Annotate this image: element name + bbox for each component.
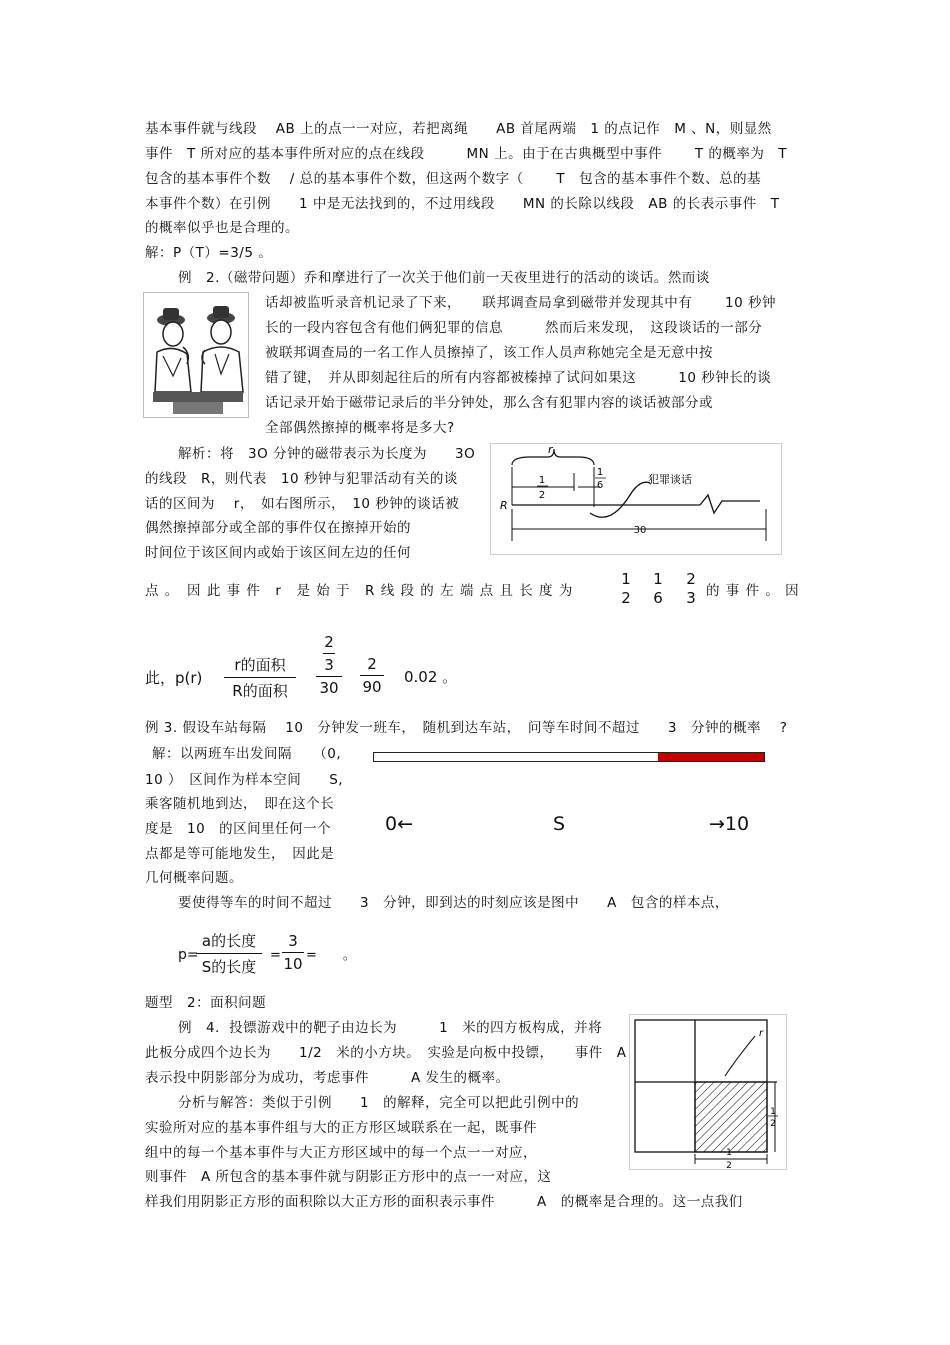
- interval-bar: [373, 752, 765, 762]
- ex4-line-2: 此板分成四个边长为 1/2 米的小方块。 实验是向板中投镖， 事件 A: [145, 1045, 627, 1061]
- r-label: r: [548, 443, 553, 456]
- analysis-line-1: 解析：将 3O 分钟的磁带表示为长度为 3O: [178, 446, 476, 462]
- fraction-two-thirds: [683, 570, 699, 608]
- side-half-den: 2: [770, 1119, 776, 1129]
- point-line-a: 点 。 因 此 事 件 r 是 始 于 R 线 段 的 左 端 点 且 长 度 为: [145, 583, 574, 599]
- p-label: p=: [178, 947, 199, 963]
- ex4-line-4: 分析与解答：类似于引例 1 的解释，完全可以把此引例中的: [178, 1095, 580, 1111]
- ex2-line-6: 全部偶然擦掉的概率将是多大?: [265, 420, 455, 436]
- fraction-half-num: 1: [621, 570, 631, 588]
- ex3-left-6: 几何概率问题。: [145, 870, 243, 886]
- tape-30: 30: [633, 525, 647, 536]
- crime-label: 犯罪谈话: [648, 473, 692, 486]
- ex4-line-1: 例 4．投镖游戏中的靶子由边长为 1 米的四方板构成，并将: [178, 1020, 603, 1036]
- ex2-title: 例 2.（磁带问题）乔和摩进行了一次关于他们前一天夜里进行的活动的谈话。然而谈: [178, 270, 710, 286]
- value-fraction: [282, 932, 304, 973]
- ex2-line-4: 错了键， 并从即刻起往后的所有内容都被榛掉了试问如果这 10 秒钟长的谈: [265, 370, 772, 386]
- thus-label: 此，p(r): [145, 669, 203, 687]
- intro-line-4: 本事件个数）在引例 1 中是无法找到的，不过用线段 MN 的长除以线段 AB 的长表示事件 T: [145, 196, 780, 212]
- big-fraction: [316, 633, 342, 697]
- ex3-cond: 要使得等车的时间不超过 3 分钟，即到达的时刻应该是图中 A 包含的样本点，: [178, 895, 729, 911]
- value-fraction-den: 10: [283, 955, 303, 973]
- ex3-left-5: 点都是等可能地发生， 因此是: [145, 846, 335, 862]
- intro-line-3: 包含的基本事件个数 / 总的基本事件个数，但这两个数字（ T 包含的基本事件个数、总的基: [145, 171, 762, 187]
- ex3-left-2: 10 ） 区间作为样本空间 S,: [145, 772, 344, 788]
- area-ratio: [224, 654, 296, 701]
- dartboard-figure: [629, 1014, 787, 1170]
- result-fraction: [360, 655, 384, 696]
- analysis-line-3: 话的区间为 r， 如右图所示， 10 秒钟的谈话被: [145, 496, 460, 512]
- type2-heading: 题型 2：面积问题: [145, 995, 267, 1011]
- area-ratio-num: r的面积: [234, 656, 286, 674]
- ex3-left-1: 解：以两班车出发间隔 （0,: [152, 746, 342, 762]
- ex2-line-2: 长的一段内容包含有他们俩犯罪的信息 然而后来发现， 这段谈话的一部分: [265, 320, 763, 336]
- point-line-b: 的 事 件 。 因: [706, 583, 800, 599]
- zero-arrow: 0←: [385, 813, 414, 835]
- result-fraction-den: 90: [362, 678, 382, 696]
- intro-line-5: 的概率似乎也是合理的。: [145, 220, 299, 236]
- length-ratio: [196, 930, 262, 977]
- fraction-two-thirds-den: 3: [686, 589, 696, 607]
- half-den: 2: [538, 490, 546, 501]
- ten-arrow: →10: [709, 813, 750, 835]
- dart-r-label: r: [759, 1028, 764, 1039]
- ex2-line-1: 话却被监听录音机记录了下来， 联邦调查局拿到磁带并发现其中有 10 秒钟: [265, 295, 777, 311]
- analysis-line-5: 时间位于该区间内或始于该区间左边的任何: [145, 545, 411, 561]
- tail-equals: = 。: [306, 948, 356, 963]
- ex3-left-4: 度是 10 的区间里任何一个: [145, 821, 332, 837]
- solution-1: 解：P（T）=3/5 。: [145, 245, 273, 261]
- fraction-sixth: [650, 570, 666, 608]
- area-ratio-den: R的面积: [232, 682, 288, 700]
- big-fraction-den: 30: [319, 679, 339, 697]
- fraction-half: [618, 570, 634, 608]
- length-ratio-num: a的长度: [201, 932, 257, 950]
- fraction-sixth-num: 1: [653, 570, 663, 588]
- analysis-line-4: 偶然擦掉部分或全部的事件仅在擦掉开始的: [145, 520, 411, 536]
- sample-space-s: S: [553, 813, 566, 835]
- ex4-line-6: 组中的每一个基本事件与大正方形区域中的每一个点一一对应，: [145, 1145, 537, 1161]
- half-num: 1: [538, 475, 546, 486]
- ex3-left-3: 乘客随机地到达， 即在这个长: [145, 796, 335, 812]
- result-value: 0.02 。: [404, 668, 458, 686]
- big-fraction-mid: 3: [324, 656, 334, 674]
- ex2-line-3: 被联邦调查局的一名工作人员擦掉了，该工作人员声称她完全是无意中按: [265, 345, 713, 361]
- ex2-line-5: 话记录开始于磁带记录后的半分钟处，那么含有犯罪内容的谈话被部分或: [265, 395, 713, 411]
- ex4-line-3: 表示投中阴影部分为成功，考虑事件 A 发生的概率。: [145, 1070, 510, 1086]
- equals-sign: =: [270, 948, 281, 963]
- bottom-half-den: 2: [726, 1161, 732, 1170]
- tape-figure: [490, 443, 782, 555]
- result-fraction-num: 2: [367, 655, 377, 673]
- bottom-half-num: 1: [726, 1148, 732, 1158]
- ex3-title: 例 3. 假设车站每隔 10 分钟发一班车， 随机到达车站， 问等车时间不超过 3 分钟的概率 ?: [145, 720, 788, 736]
- analysis-line-2: 的线段 R，则代表 10 秒钟与犯罪活动有关的谈: [145, 471, 458, 487]
- interval-bar-red: [658, 753, 764, 761]
- side-half-num: 1: [770, 1107, 776, 1117]
- R-label: R: [500, 499, 508, 512]
- intro-line-1: 基本事件就与线段 AB 上的点一一对应，若把离绳 AB 首尾两端 1 的点记作 M 、N，则显然: [145, 121, 772, 137]
- big-fraction-num: 2: [324, 633, 334, 651]
- length-ratio-den: S的长度: [201, 958, 257, 976]
- value-fraction-num: 3: [288, 932, 298, 950]
- ex4-line-7: 则事件 A 所包含的基本事件就与阴影正方形中的点一一对应，这: [145, 1169, 552, 1185]
- ex4-line-5: 实验所对应的基本事件组与大的正方形区域联系在一起，既事件: [145, 1120, 537, 1136]
- fraction-sixth-den: 6: [653, 589, 663, 607]
- ex4-line-8: 样我们用阴影正方形的面积除以大正方形的面积表示事件 A 的概率是合理的。这一点我们: [145, 1194, 743, 1210]
- sixth-num: 1: [596, 467, 604, 478]
- intro-line-2: 事件 T 所对应的基本事件所对应的点在线段 MN 上。由于在古典概型中事件 T 的概率为 T: [145, 146, 788, 162]
- suspects-illustration: [143, 292, 249, 418]
- fraction-two-thirds-num: 2: [686, 570, 696, 588]
- fraction-half-den: 2: [621, 589, 631, 607]
- sixth-den: 6: [596, 480, 604, 491]
